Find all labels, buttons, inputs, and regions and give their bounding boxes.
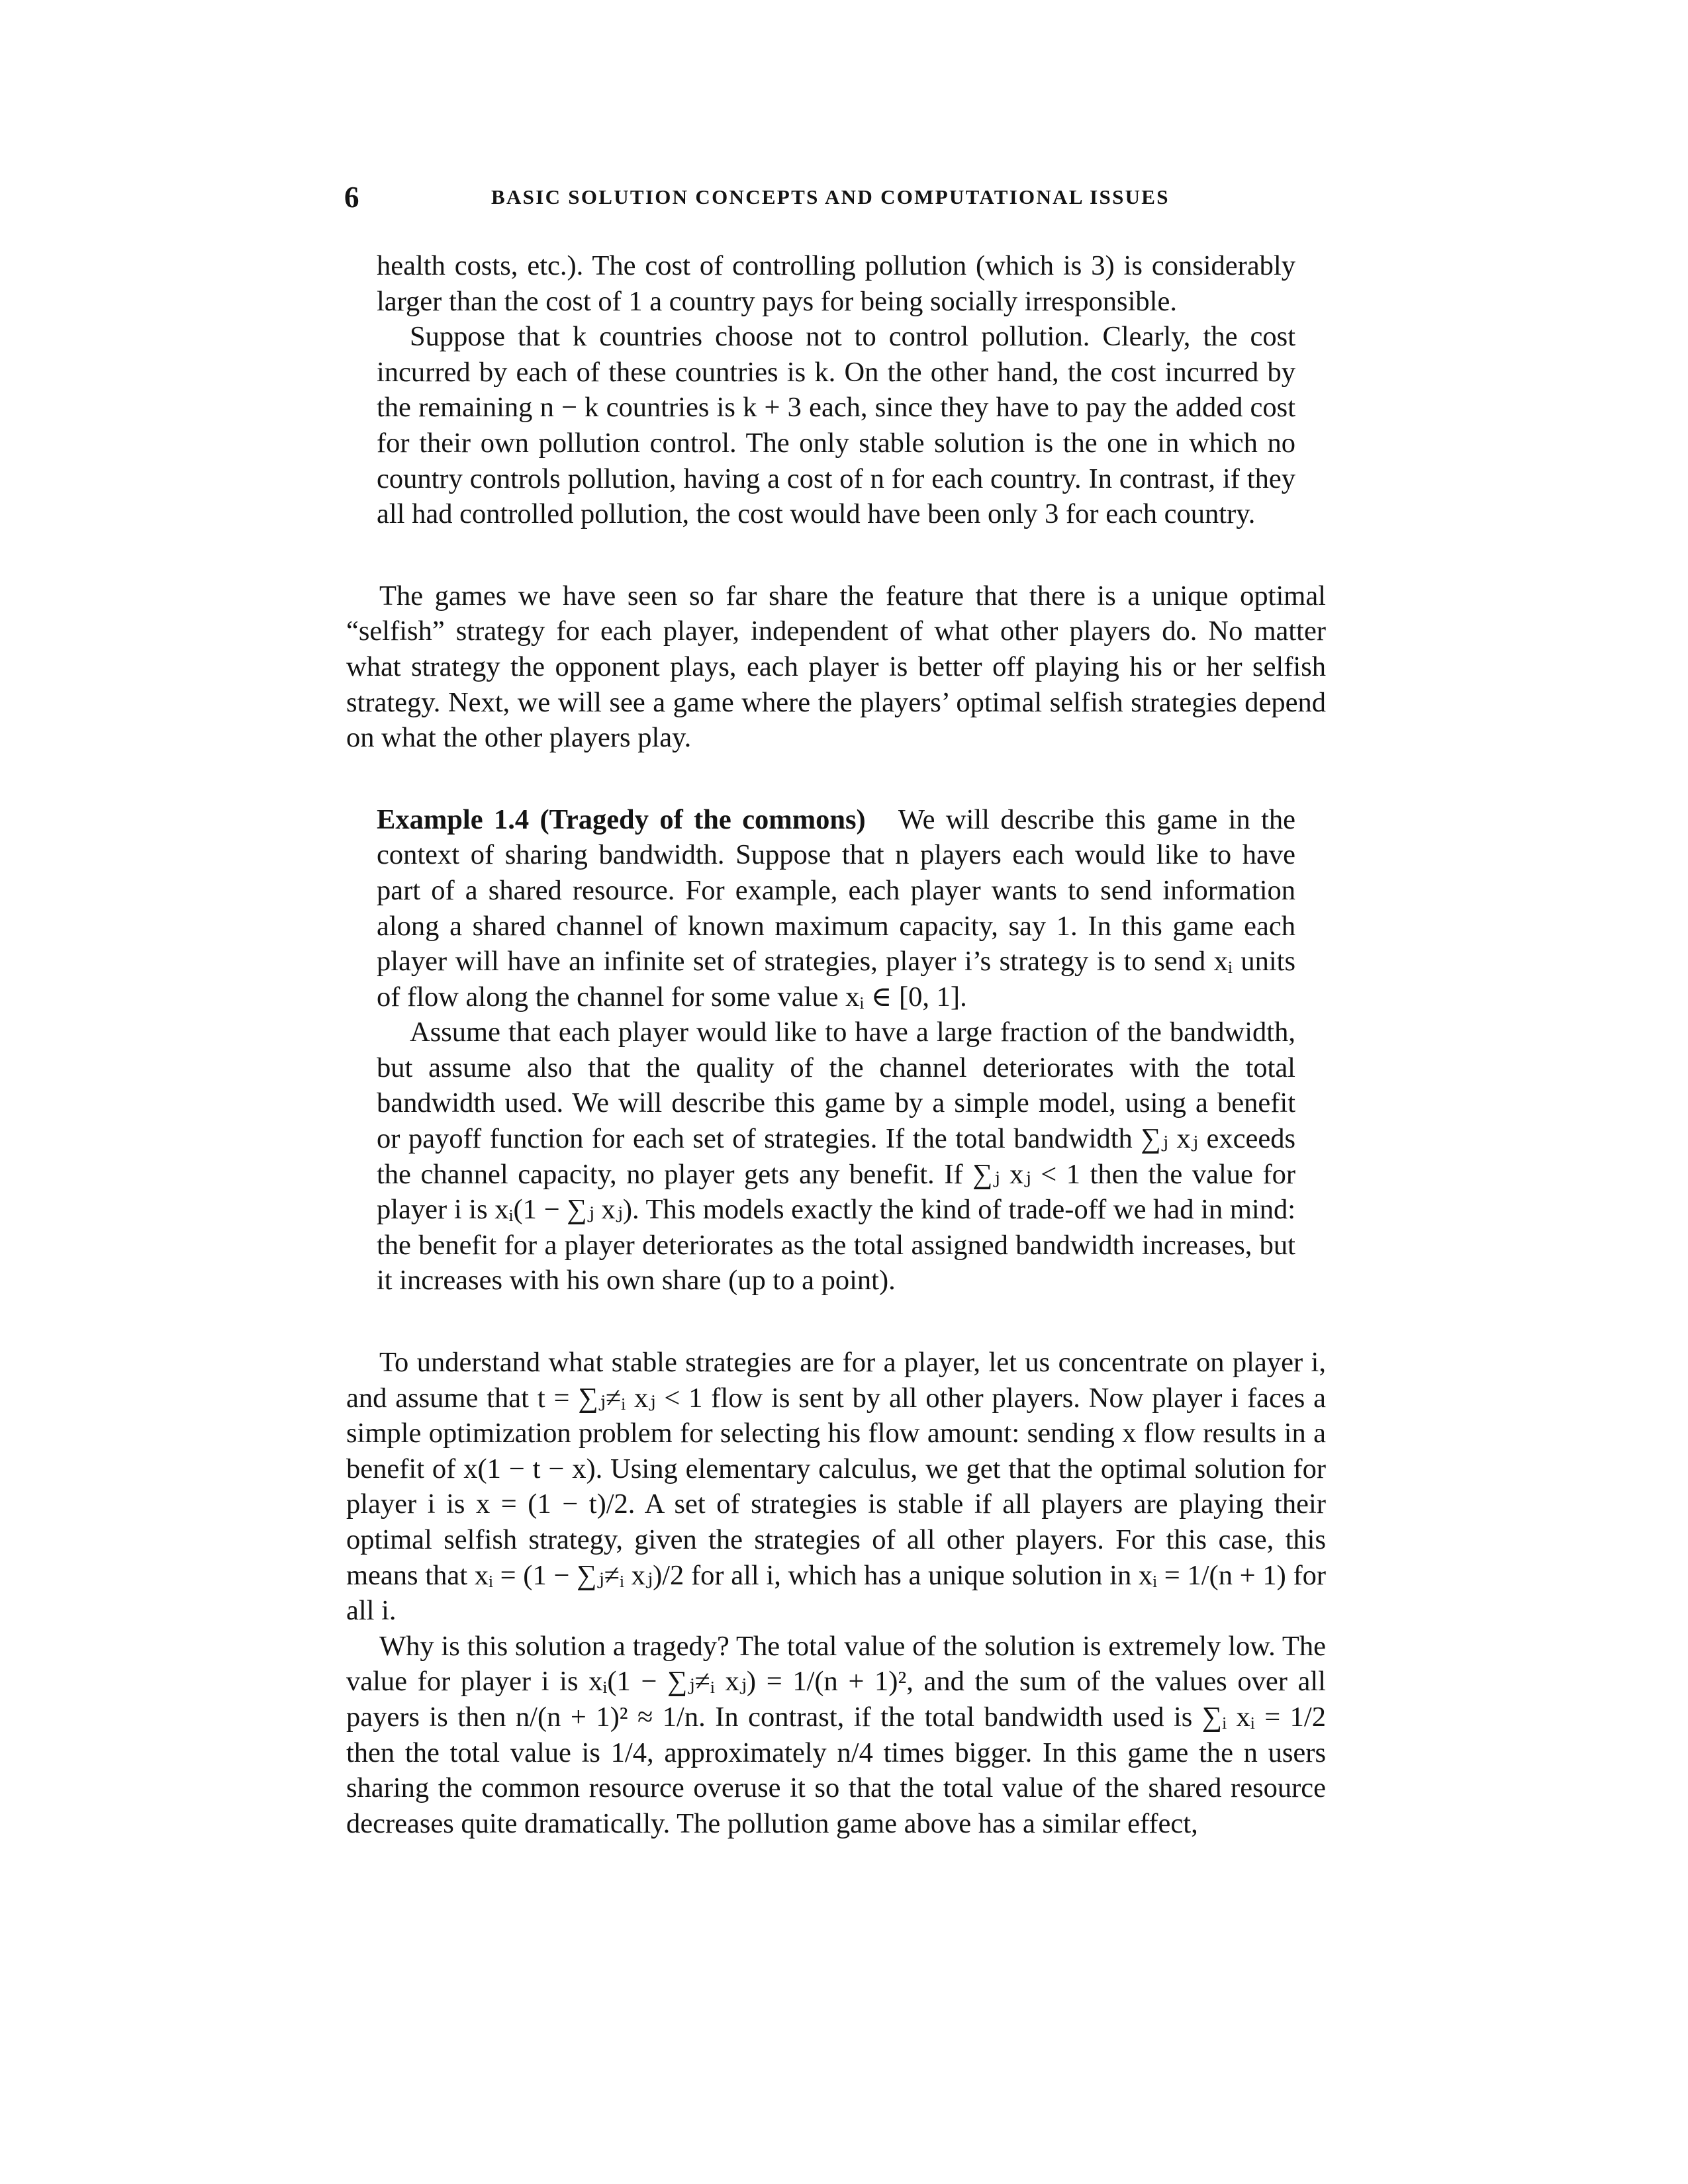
pollution-example-continued — [346, 248, 1326, 532]
paragraph-selfish-strategy: The games we have seen so far share the feature that there is a unique optimal “selfish” strategy for each player, independent of what other players do. No matter what strategy the opponent plays, each player is better off playing his or her selfish strategy. Next, we will see a game where the players’ optimal selfish strategies depend on what the other players play. — [346, 580, 1326, 754]
paragraph-k-countries: Suppose that k countries choose not to control pollution. Clearly, the cost incurred by each of these countries is k. On the other hand, the cost incurred by the remaining n − k countries is k + 3 each, since they have to pay the added cost for their own pollution control. The only stable solution is the one in which no country controls pollution, having a cost of n for each country. In contrast, if they all had controlled pollution, the cost would have been only 3 for each country. — [377, 321, 1295, 530]
example-title: Example 1.4 (Tragedy of the commons) — [377, 803, 866, 835]
page-number: 6 — [344, 181, 359, 214]
main-text-section-2 — [346, 1345, 1326, 1841]
paragraph-example-intro — [377, 802, 1295, 1015]
block-gap — [346, 1298, 1326, 1345]
paragraph-bandwidth-model: Assume that each player would like to have a large fraction of the bandwidth, but assume also that the quality of the channel deteriorates with the total bandwidth used. We will describe this game by a simple model, using a benefit or payoff function for each set of strategies. If the total bandwidth ∑ⱼ xⱼ exceeds the channel capacity, no player gets any benefit. If ∑ⱼ xⱼ < 1 then the value for player i is xᵢ(1 − ∑ⱼ xⱼ). This models exactly the kind of trade-off we had in mind: the benefit for a player deteriorates as the total assigned bandwidth increases, but it increases with his own share (up to a point). — [377, 1017, 1295, 1297]
example-tragedy-of-commons — [346, 802, 1326, 1298]
block-gap — [346, 756, 1326, 802]
paragraph-pollution-cost: health costs, etc.). The cost of controlling pollution (which is 3) is considerably larger than the cost of 1 a country pays for being socially irresponsible. — [377, 250, 1295, 317]
block-gap — [346, 532, 1326, 578]
running-head — [344, 180, 1337, 220]
paragraph-why-tragedy: Why is this solution a tragedy? The total value of the solution is extremely low. The value for player i is xᵢ(1 − ∑ⱼ≠ᵢ xⱼ) = 1/(n + 1)², and the sum of the values over all payers is then n/(n + 1)² ≈ 1/n. In contrast, if the total bandwidth used is ∑ᵢ xᵢ = 1/2 then the total value is 1/4, approximately n/4 times bigger. In this game the n users sharing the common resource overuse it so that the total value of the shared resource decreases quite dramatically. The pollution game above has a similar effect, — [346, 1630, 1326, 1839]
page-body — [346, 248, 1326, 1841]
example-intro-text: We will describe this game in the context of sharing bandwidth. Suppose that n players each would like to have part of a shared resource. For example, each player wants to send information along a shared channel of known maximum capacity, say 1. In this game each player will have an infinite set of strategies, player i’s strategy is to send xᵢ units of flow along the channel for some value xᵢ ∈ [0, 1]. — [377, 803, 1296, 1013]
main-text-section-1 — [346, 578, 1326, 756]
running-title: BASIC SOLUTION CONCEPTS AND COMPUTATIONAL ISSUES — [491, 185, 1170, 208]
paragraph-stable-strategies: To understand what stable strategies are for a player, let us concentrate on player i, and assume that t = ∑ⱼ≠ᵢ xⱼ < 1 flow is sent by all other players. Now player i faces a simple optimization problem for selecting his flow amount: sending x flow results in a benefit of x(1 − t − x). Using elementary calculus, we get that the optimal solution for player i is x = (1 − t)/2. A set of strategies is stable if all players are playing their optimal selfish strategy, given the strategies of all other players. For this case, this means that xᵢ = (1 − ∑ⱼ≠ᵢ xⱼ)/2 for all i, which has a unique solution in xᵢ = 1/(n + 1) for all i. — [346, 1347, 1326, 1627]
